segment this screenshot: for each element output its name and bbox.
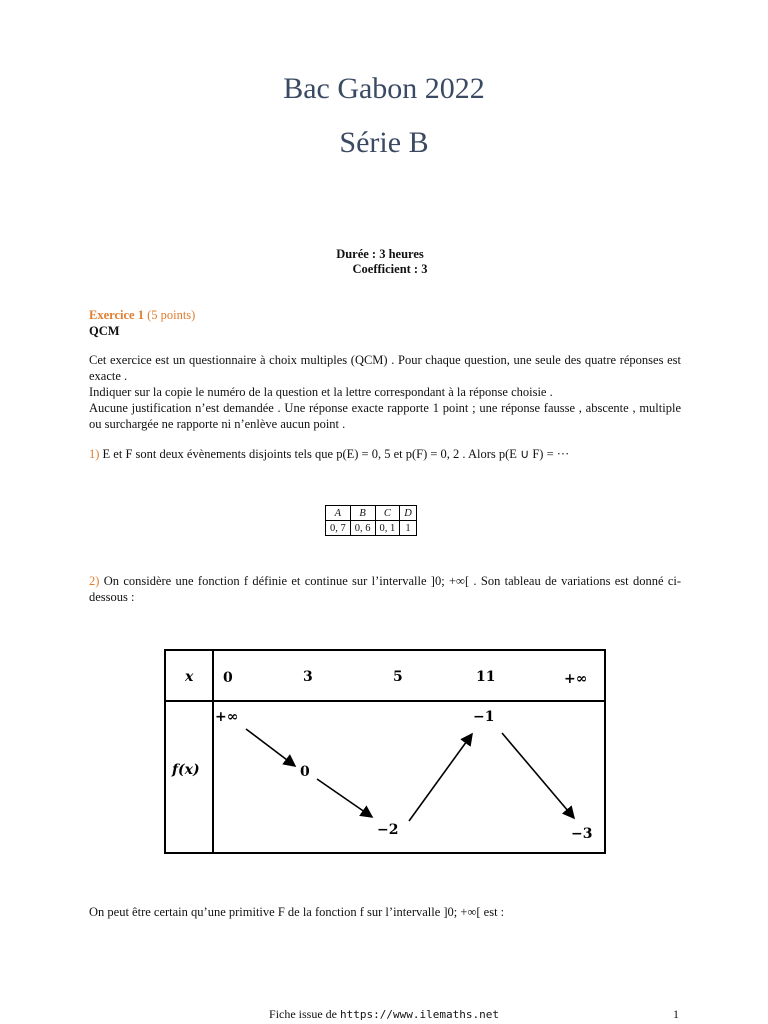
question-1 [89,446,569,462]
choice-letter: D [400,506,417,521]
choice-letter: A [326,506,351,521]
exercise-intro [89,352,681,432]
f-value: 0 [300,764,310,780]
choices-table [325,505,417,536]
choice-value: 1 [400,521,417,536]
choice-letter: B [350,506,375,521]
footer-prefix: Fiche issue de [269,1007,338,1021]
variation-table [164,649,606,855]
exercise-heading [89,308,195,323]
question-number: 2) [89,574,100,588]
intro-line: Cet exercice est un questionnaire à choix multiples (QCM) . Pour chaque question, une seule des quatre réponses est exacte . [89,353,681,383]
footer [0,1007,768,1022]
question-text: On considère une fonction f définie et continue sur l’intervalle ]0; +∞[ . Son tableau de variations est donné ci-dessous : [89,574,682,604]
arrow-decreasing [246,729,295,766]
f-value: −1 [473,709,495,725]
intro-line: Indiquer sur la copie le numéro de la question et la lettre correspondant à la réponse choisie . [89,385,553,399]
exercise-label: Exercice 1 [89,308,144,322]
question-number: 1) [89,447,100,461]
question-2 [89,573,681,605]
intro-line: Aucune justification n’est demandée . Une réponse exacte rapporte 1 point ; une réponse fausse , abscente , multiple ou surchargée ne rapporte ni n’enlève aucun point . [89,401,681,431]
exercise-points: (5 points) [147,308,196,322]
x-value: 11 [476,669,496,685]
x-value: +∞ [564,671,588,687]
x-value: 5 [393,669,403,685]
duration: Durée : 3 heures [336,247,424,261]
row-label-fx: f(x) [172,762,200,778]
f-value: −3 [571,826,593,842]
exercise-type: QCM [89,324,120,338]
arrow-increasing [409,734,472,821]
arrow-decreasing [317,779,372,817]
coefficient: Coefficient : 3 [352,262,428,276]
row-label-x: x [185,669,194,685]
choice-value: 0, 1 [375,521,400,536]
footer-link[interactable]: https://www.ilemaths.net [340,1008,499,1021]
page-subtitle: Série B [339,126,429,159]
page-number: 1 [673,1007,679,1021]
f-value: −2 [377,822,399,838]
choice-value: 0, 6 [350,521,375,536]
question-2-followup: On peut être certain qu’une primitive F de la fonction f sur l’intervalle ]0; +∞[ est : [89,905,505,919]
f-value: +∞ [215,709,239,725]
x-value: 0 [223,670,233,686]
choice-letter: C [375,506,400,521]
page-title: Bac Gabon 2022 [283,72,485,105]
question-text: E et F sont deux évènements disjoints tels que p(E) = 0, 5 et p(F) = 0, 2 . Alors p(E ∪ F) = ··· [102,447,570,461]
choice-value: 0, 7 [326,521,351,536]
x-value: 3 [303,669,313,685]
arrow-decreasing [502,733,574,818]
